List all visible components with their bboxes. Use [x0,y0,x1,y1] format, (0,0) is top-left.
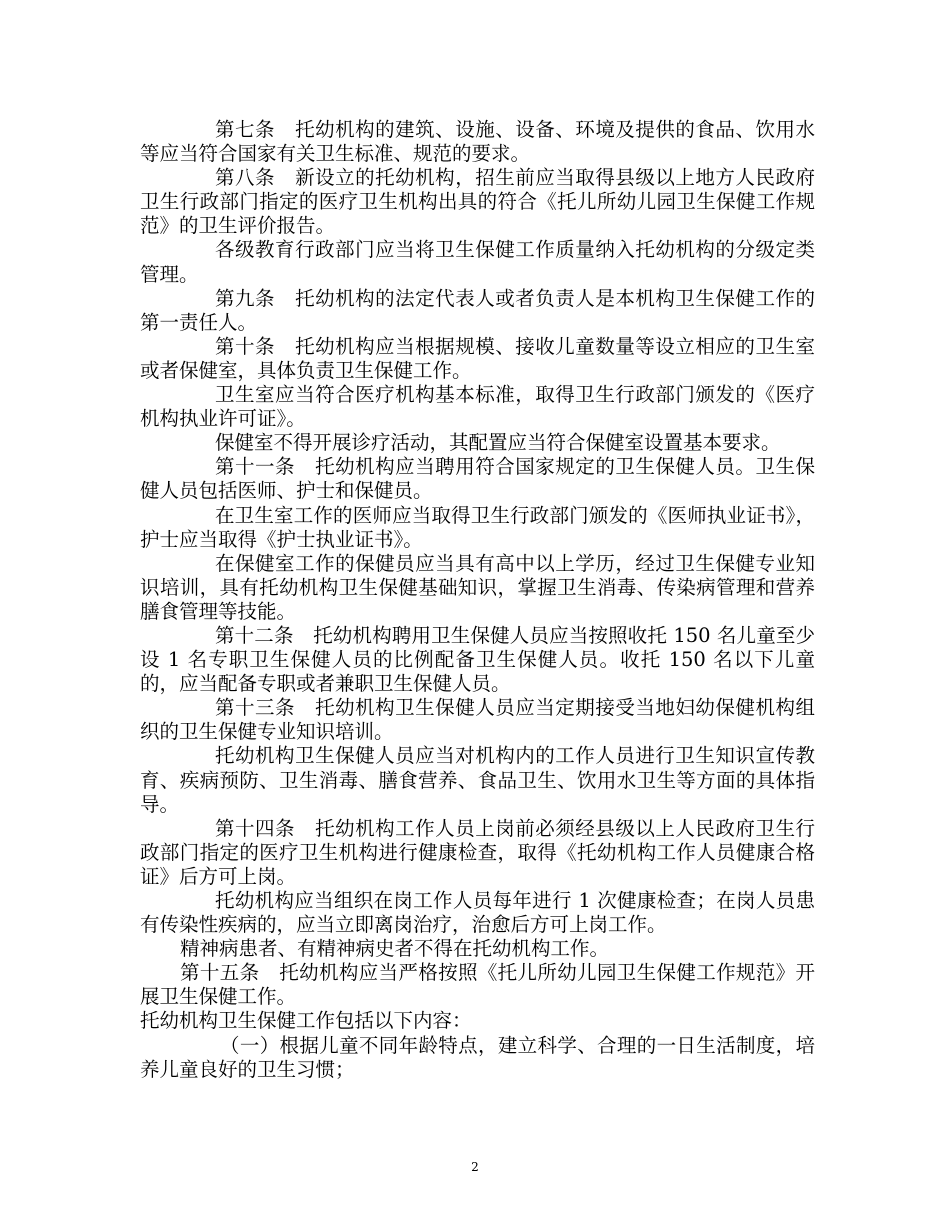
paragraph-article-11-health-workers: 在保健室工作的保健员应当具有高中以上学历，经过卫生保健专业知识培训，具有托幼机构卫生保健基础知识，掌握卫生消毒、传染病管理和营养膳食管理等技能。 [140,551,815,623]
paragraph-article-15-contents: 托幼机构卫生保健工作包括以下内容： [140,1009,472,1033]
paragraph-article-7: 第七条 托幼机构的建筑、设施、设备、环境及提供的食品、饮用水等应当符合国家有关卫生标准、规范的要求。 [140,118,815,166]
paragraph-article-10-health-room: 保健室不得开展诊疗活动，其配置应当符合保健室设置基本要求。 [215,431,781,455]
paragraph-article-8-education: 各级教育行政部门应当将卫生保健工作质量纳入托幼机构的分级定类管理。 [140,238,815,286]
paragraph-article-11-physicians: 在卫生室工作的医师应当取得卫生行政部门颁发的《医师执业证书》，护士应当取得《护士执业证书》。 [140,503,815,551]
paragraph-article-9: 第九条 托幼机构的法定代表人或者负责人是本机构卫生保健工作的第一责任人。 [140,286,815,334]
paragraph-article-14-mental-illness: 精神病患者、有精神病史者不得在托幼机构工作。 [180,937,610,961]
paragraph-article-13: 第十三条 托幼机构卫生保健人员应当定期接受当地妇幼保健机构组织的卫生保健专业知识培训。 [140,696,815,744]
paragraph-article-10: 第十条 托幼机构应当根据规模、接收儿童数量等设立相应的卫生室或者保健室，具体负责卫生保健工作。 [140,334,815,382]
paragraph-article-15: 第十五条 托幼机构应当严格按照《托儿所幼儿园卫生保健工作规范》开展卫生保健工作。 [140,961,815,1009]
paragraph-article-15-item-1: （一）根据儿童不同年龄特点，建立科学、合理的一日生活制度，培养儿童良好的卫生习惯； [140,1033,815,1081]
document-body [140,118,815,1082]
paragraph-article-14: 第十四条 托幼机构工作人员上岗前必须经县级以上人民政府卫生行政部门指定的医疗卫生机构进行健康检查，取得《托幼机构工作人员健康合格证》后方可上岗。 [140,816,815,888]
paragraph-article-10-clinic: 卫生室应当符合医疗机构基本标准，取得卫生行政部门颁发的《医疗机构执业许可证》。 [140,383,815,431]
page-number: 2 [471,1160,479,1174]
paragraph-article-13-guidance: 托幼机构卫生保健人员应当对机构内的工作人员进行卫生知识宣传教育、疾病预防、卫生消毒、膳食营养、食品卫生、饮用水卫生等方面的具体指导。 [140,744,815,816]
paragraph-article-8: 第八条 新设立的托幼机构，招生前应当取得县级以上地方人民政府卫生行政部门指定的医疗卫生机构出具的符合《托儿所幼儿园卫生保健工作规范》的卫生评价报告。 [140,166,815,238]
paragraph-article-12: 第十二条 托幼机构聘用卫生保健人员应当按照收托 150 名儿童至少设 1 名专职卫生保健人员的比例配备卫生保健人员。收托 150 名以下儿童的，应当配备专职或者兼职卫生保健人员。 [140,623,815,696]
paragraph-article-14-checkups: 托幼机构应当组织在岗工作人员每年进行 1 次健康检查；在岗人员患有传染性疾病的，应当立即离岗治疗，治愈后方可上岗工作。 [140,889,815,937]
paragraph-article-11: 第十一条 托幼机构应当聘用符合国家规定的卫生保健人员。卫生保健人员包括医师、护士和保健员。 [140,455,815,503]
